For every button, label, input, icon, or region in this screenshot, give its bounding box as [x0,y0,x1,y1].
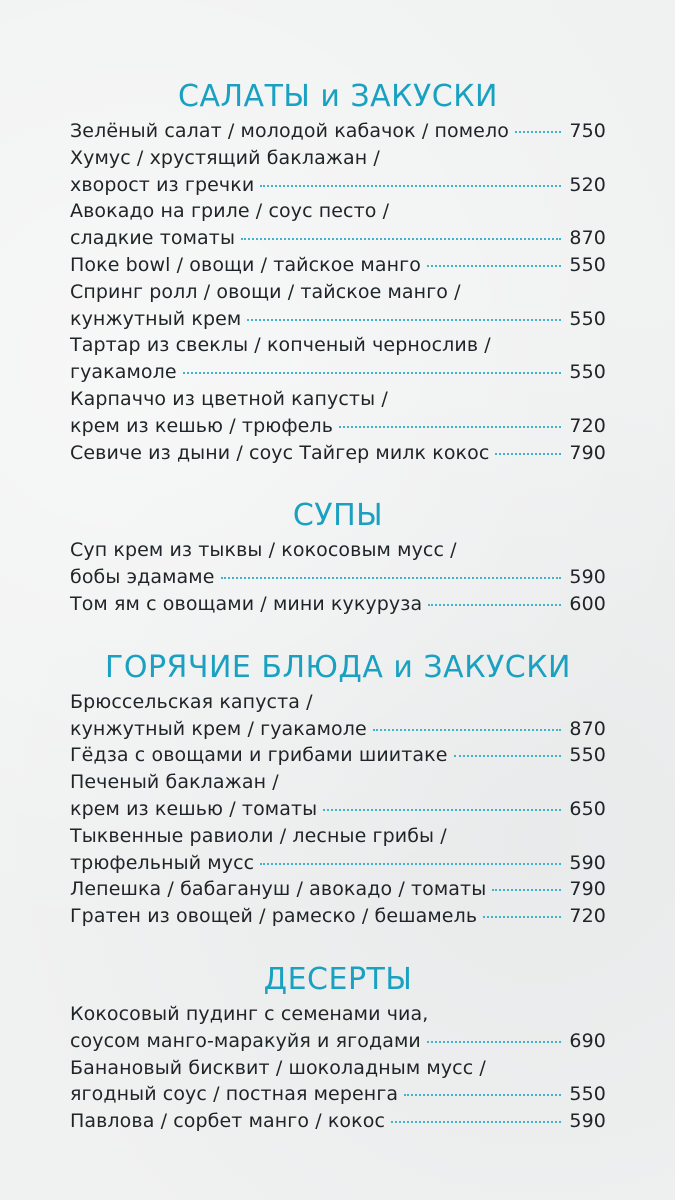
menu-item-text: Гратен из овощей / рамеско / бешамель [70,905,478,928]
menu-item-text: Карпаччо из цветной капусты / [70,387,388,410]
menu-item-last-line [70,850,606,877]
menu-item [70,145,606,199]
menu-item-text: Печеный баклажан / [70,771,279,794]
menu-item-text: соусом манго-маракуйя и ягодами [70,1029,421,1052]
menu-item-last-line [70,252,606,279]
menu-item-price: 590 [569,566,606,589]
menu-item-line [70,823,606,850]
menu-item-text: Лепешка / бабагануш / авокадо / томаты [70,878,487,901]
menu-item [70,252,606,279]
menu-item-line [70,145,606,172]
menu-item-list [70,118,606,466]
dotted-leader [183,372,562,374]
menu-item-text: Том ям с овощами / мини кукуруза [70,592,423,615]
menu-item-text: хворост из гречки [70,173,255,196]
menu-item-price: 870 [569,227,606,250]
menu-item [70,876,606,903]
menu-item [70,769,606,823]
menu-item [70,591,606,618]
menu-item-text: гуакамоле [70,361,177,384]
menu-item-last-line [70,306,606,333]
menu-item-list [70,689,606,930]
menu-item-price: 520 [569,173,606,196]
menu-item-text: трюфельный мусс [70,851,255,874]
dotted-leader [391,1121,561,1123]
menu-item-line [70,689,606,716]
dotted-leader [241,238,561,240]
menu-item [70,1108,606,1135]
menu-item-text: Брюссельская капуста / [70,690,313,713]
menu-item [70,279,606,333]
menu-item-price: 750 [569,120,606,142]
menu-item-price: 650 [569,797,606,820]
menu-item-text: Павлова / сорбет манго / кокос [70,1110,385,1133]
section-title: СУПЫ [292,498,384,534]
menu-item-line [70,537,606,564]
menu-item-text: Гёдза с овощами и грибами шиитаке [70,744,448,767]
menu-item-line [70,1001,606,1028]
menu-item-last-line [70,591,606,618]
menu-item-price: 550 [569,1083,606,1106]
dotted-leader [323,809,561,811]
menu-item [70,332,606,386]
section-title: САЛАТЫ и ЗАКУСКИ [178,79,498,114]
menu-item-text: Тыквенные равиоли / лесные грибы / [70,824,447,847]
dotted-leader [247,319,561,321]
menu-item-list [70,1001,606,1135]
menu-item-last-line [70,564,606,591]
menu-item-text: Хумус / хрустящий баклажан / [70,146,380,169]
menu-item-line [70,386,606,413]
menu-item-text: Зелёный салат / молодой кабачок / помело [70,120,509,142]
menu-item-last-line [70,225,606,252]
menu-section [70,497,606,617]
menu-item-price: 720 [569,414,606,437]
menu-item-text: сладкие томаты [70,227,236,250]
menu-item-text: бобы эдамаме [70,566,215,589]
menu-item-line [70,279,606,306]
menu-item-text: ягодный соус / постная меренга [70,1083,399,1106]
menu-item-last-line [70,440,606,467]
menu-item-text: крем из кешью / томаты [70,797,318,820]
menu-item [70,903,606,930]
menu-item-text: Кокосовый пудинг с семенами чиа, [70,1002,429,1025]
menu-section [70,78,606,466]
menu-item-price: 790 [569,441,606,464]
menu-item-text: Банановый бисквит / шоколадным мусс / [70,1056,486,1079]
menu-item-price: 690 [569,1029,606,1052]
menu-item-price: 600 [569,592,606,615]
dotted-leader [495,453,561,455]
menu-item-last-line [70,359,606,386]
menu-item-line [70,1055,606,1082]
menu-item-line [70,769,606,796]
dotted-leader [373,729,562,731]
menu-item [70,1055,606,1109]
menu-item-last-line [70,118,606,145]
menu-item-text: Спринг ролл / овощи / тайское манго / [70,280,461,303]
menu-item [70,386,606,440]
menu-item-last-line [70,1081,606,1108]
menu-item-last-line [70,1108,606,1135]
menu-item [70,689,606,743]
dotted-leader [221,577,562,579]
menu-item-price: 550 [569,744,606,767]
menu-item-price: 550 [569,307,606,330]
menu-item-text: Севиче из дыни / соус Тайгер милк кокос [70,441,490,464]
menu-item-text: Суп крем из тыквы / кокосовым мусс / [70,539,457,562]
dotted-leader [260,863,561,865]
menu-section [70,649,606,930]
menu-section [70,961,606,1135]
menu-item-text: Поке bowl / овощи / тайское манго [70,253,421,276]
menu-item-last-line [70,796,606,823]
menu-item-price: 590 [569,1110,606,1133]
dotted-leader [427,265,562,267]
menu-item-line [70,198,606,225]
dotted-leader [428,604,561,606]
dotted-leader [260,185,561,187]
dotted-leader [339,426,561,428]
dotted-leader [515,131,561,133]
menu-item [70,118,606,145]
dotted-leader [483,916,561,918]
menu-item-price: 720 [569,905,606,928]
menu-item-text: Авокадо на гриле / соус песто / [70,200,390,223]
menu-item-line [70,332,606,359]
menu-item-last-line [70,742,606,769]
section-title: ГОРЯЧИЕ БЛЮДА и ЗАКУСКИ [105,649,571,685]
menu [70,78,606,1166]
dotted-leader [492,889,561,891]
menu-item [70,823,606,877]
menu-item [70,198,606,252]
menu-item [70,1001,606,1055]
menu-item-price: 550 [569,253,606,276]
menu-item-price: 870 [569,717,606,740]
menu-item-text: Тартар из свеклы / копченый чернослив / [70,334,491,357]
menu-item [70,537,606,591]
menu-item-text: кунжутный крем [70,307,242,330]
dotted-leader [427,1041,562,1043]
menu-item-last-line [70,172,606,199]
menu-item-last-line [70,876,606,903]
menu-item-price: 550 [569,361,606,384]
menu-item-last-line [70,903,606,930]
menu-item-price: 590 [569,851,606,874]
section-title: ДЕСЕРТЫ [263,961,413,997]
dotted-leader [454,755,562,757]
menu-item [70,440,606,467]
menu-item [70,742,606,769]
menu-item-last-line [70,1028,606,1055]
menu-item-last-line [70,413,606,440]
menu-item-text: крем из кешью / трюфель [70,414,334,437]
menu-item-price: 790 [569,878,606,901]
menu-item-text: кунжутный крем / гуакамоле [70,717,367,740]
menu-item-last-line [70,716,606,743]
menu-item-list [70,537,606,617]
dotted-leader [404,1094,561,1096]
